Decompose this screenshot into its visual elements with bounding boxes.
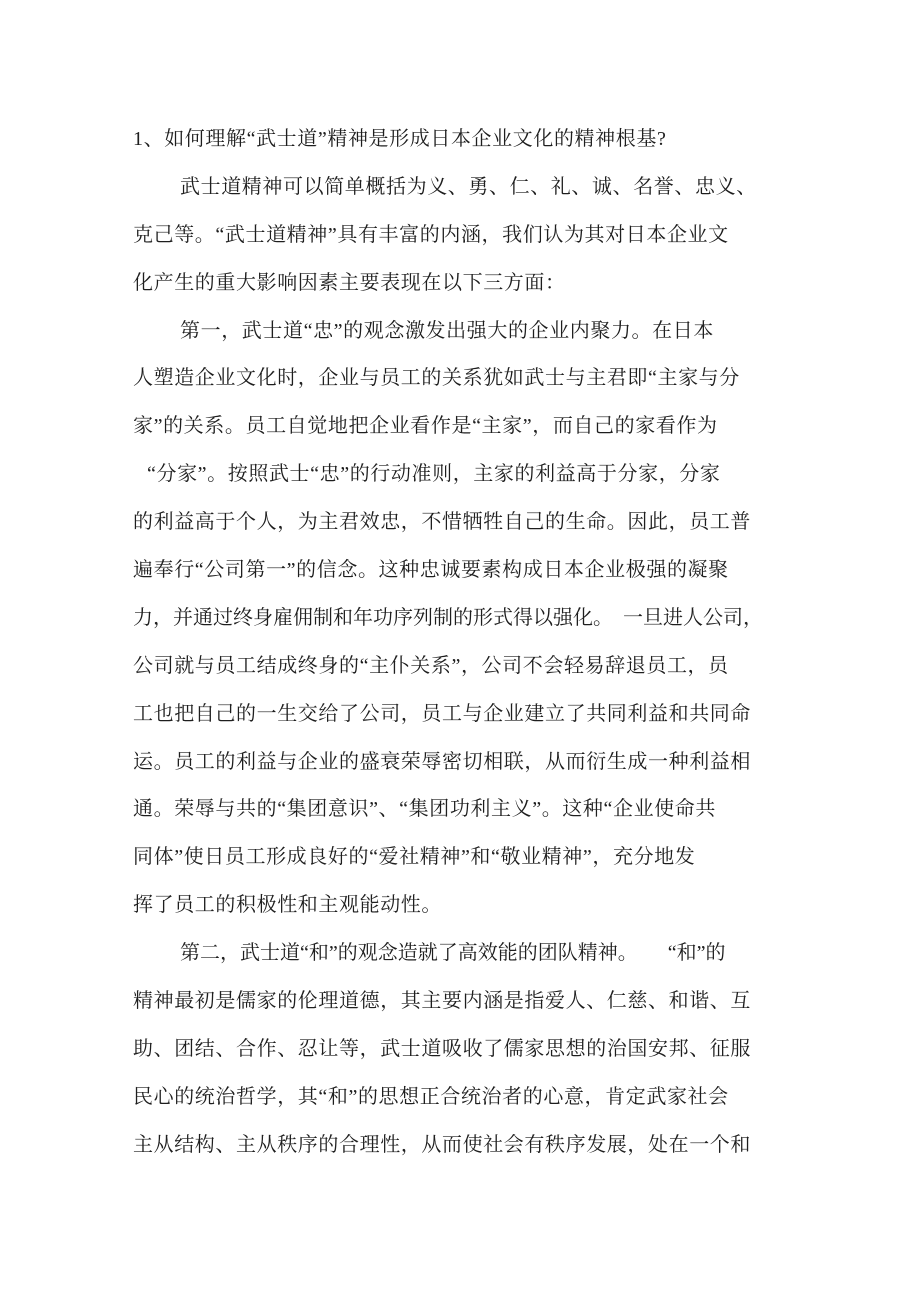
- doc-line: 的利益高于个人，为主君效忠，不惜牺牲自己的生命。因此，员工普: [133, 511, 751, 534]
- doc-line: 同体”使日员工形成良好的“爱社精神”和“敬业精神”，充分地发: [133, 846, 696, 869]
- doc-line: 遍奉行“公司第一”的信念。这种忠诚要素构成日本企业极强的凝聚: [133, 559, 729, 582]
- doc-line: 工也把自己的一生交给了公司，员工与企业建立了共同利益和共同命: [133, 702, 751, 725]
- doc-line: 运。员工的利益与企业的盛衰荣辱密切相联，从而衍生成一种利益相: [133, 750, 751, 773]
- doc-line: 武士道精神可以简单概括为义、勇、仁、礼、诚、名誉、忠义、: [180, 175, 757, 198]
- doc-line: 精神最初是儒家的伦理道德，其主要内涵是指爱人、仁慈、和谐、互: [133, 990, 751, 1013]
- doc-line: “分家”。按照武士“忠”的行动准则，主家的利益高于分家，分家: [147, 463, 721, 486]
- question-heading: 1、如何理解“武士道”精神是形成日本企业文化的精神根基?: [133, 128, 667, 150]
- doc-line: 人塑造企业文化时，企业与员工的关系犹如武士与主君即“主家与分: [133, 367, 740, 390]
- doc-line: 挥了员工的积极性和主观能动性。: [133, 894, 442, 917]
- text-block: [133, 116, 813, 1170]
- doc-line: 通。荣辱与共的“集团意识”、“集团功利主义”。这种“企业使命共: [133, 798, 716, 821]
- doc-line: 第二，武士道“和”的观念造就了高效能的团队精神。 “和”的: [180, 942, 726, 965]
- doc-line: 家”的关系。员工自觉地把企业看作是“主家”，而自己的家看作为: [133, 415, 718, 438]
- doc-line: 助、团结、合作、忍让等，武士道吸收了儒家思想的治国安邦、征服: [133, 1037, 751, 1060]
- doc-line: 民心的统治哲学，其“和”的思想正合统治者的心意，肯定武家社会: [133, 1085, 729, 1108]
- doc-line: 第一，武士道“忠”的观念激发出强大的企业内聚力。在日本: [180, 319, 714, 342]
- doc-line: 主从结构、主从秩序的合理性，从而使社会有秩序发展，处在一个和: [133, 1133, 751, 1156]
- doc-line: 力，并通过终身雇佣制和年功序列制的形式得以强化。 一旦进人公司，: [133, 606, 763, 629]
- doc-line: 化产生的重大影响因素主要表现在以下三方面：: [133, 271, 566, 294]
- doc-line: 公司就与员工结成终身的“主仆关系”，公司不会轻易辞退员工，员: [133, 654, 729, 677]
- doc-line: 克己等。“武士道精神”具有丰富的内涵，我们认为其对日本企业文: [133, 223, 729, 246]
